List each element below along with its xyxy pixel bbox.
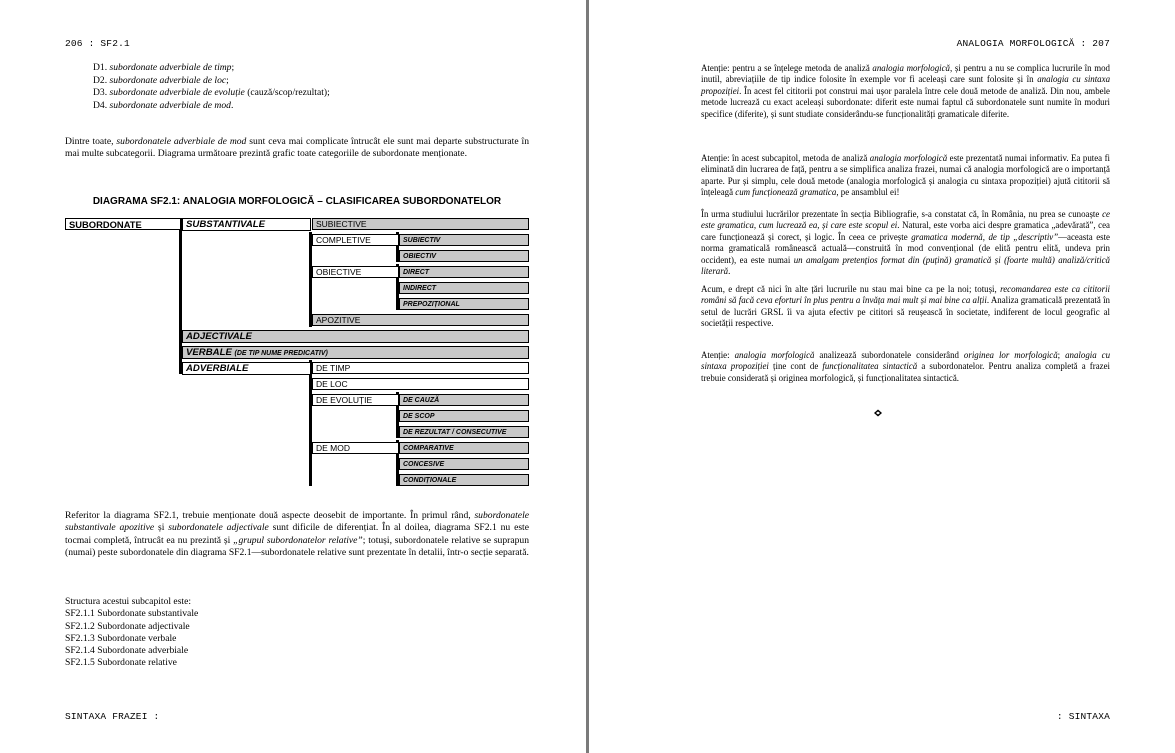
diagram-node-mod-comparative: COMPARATIVE xyxy=(399,442,529,454)
diagram-node-subordonate: SUBORDONATE xyxy=(65,218,181,230)
diagram-node-obiective: OBIECTIVE xyxy=(312,266,399,278)
diagram-node-adjectivale: ADJECTIVALE xyxy=(182,330,529,343)
text-run: Atenție: xyxy=(701,350,735,360)
text-run: , și pentru a nu se complica lucrurile în mod inutil, abreviațiile de tip indice folosite în exemple vor fi aceleași care sunt folosite și în xyxy=(701,63,1110,85)
diagram-node-ev-cauza: DE CAUZĂ xyxy=(399,394,529,406)
text-run: ; xyxy=(1057,350,1066,360)
list-item: SF2.1.1 Subordonate substantivale xyxy=(65,608,199,620)
list-item: D1. subordonate adverbiale de timp; xyxy=(93,62,235,73)
diagram-branch-line xyxy=(309,232,312,327)
diagram-node-de-mod: DE MOD xyxy=(312,442,399,454)
diagram-title: DIAGRAMA SF2.1: ANALOGIA MORFOLOGICĂ – CLASIFICAREA SUBORDONATELOR xyxy=(92,196,502,207)
emphasis-text: analogia cu sintaxa propoziției xyxy=(701,350,1111,372)
right-page-header: ANALOGIA MORFOLOGICĂ : 207 xyxy=(956,38,1110,49)
intro-paragraph: Dintre toate, subordonatele adverbiale de mod sunt ceva mai complicate întrucât ele sunt mai departe substructurate în mai multe subcategorii. Diagrama următoare prezintă grafic toate categoriile de subordonate menționate. xyxy=(65,136,529,160)
text-run: . În acest fel cititorii pot construi mai ușor paralela între cele două metode de analiză. Din nou, ambele metode lucrează cu exact aceleași subordonate: diferit este numai faptul că subordonatele sunt numite în moduri specifice (diferite), și sunt studiate considerându-se funcționalități gramaticale diferite. xyxy=(701,85,1110,119)
emphasis-text: funcționalitatea sintactică xyxy=(822,361,918,372)
list-item: D4. subordonate adverbiale de mod. xyxy=(93,99,234,111)
emphasis-text: originea lor morfologică xyxy=(963,350,1058,360)
left-page-header: 206 : SF2.1 xyxy=(65,38,130,49)
emphasis-text: analogia morfologică xyxy=(872,63,950,73)
text-run: Atenție: în acest subcapitol, metoda de analiză xyxy=(701,153,870,163)
left-page xyxy=(0,0,586,753)
body-paragraph xyxy=(701,284,1110,330)
text-run: a subordonatelor. Pentru analiza completă a frazei trebuie considerată și originea morfologică, și funcționalitatea sintactică. xyxy=(701,361,1110,383)
diagram-node-de-loc: DE LOC xyxy=(312,378,529,390)
structure-title: Structura acestui subcapitol este: xyxy=(65,596,192,607)
text-run: . Natural, este vorba aici despre gramatica „adevărată”, cea care funcționează și corect, și logic. În ceea ce privește xyxy=(701,220,1110,242)
emphasis-text: analogia morfologică xyxy=(734,350,815,360)
text-run: —aceasta este norma gramaticală românească actuală—construită în mod convențional (de elită pentru elită, undeva prin occident), ea este numai xyxy=(701,231,1110,265)
list-item: SF2.1.2 Subordonate adjectivale xyxy=(65,620,190,632)
emphasis-text: cum funcționează gramatica xyxy=(735,187,837,198)
diagram-node-obj-indirect: INDIRECT xyxy=(399,282,529,294)
diagram-node-comp-subiectiv: SUBIECTIV xyxy=(399,234,529,246)
left-page-footer: SINTAXA FRAZEI : xyxy=(65,711,160,722)
list-item: D2. subordonate adverbiale de loc; xyxy=(93,74,229,86)
text-run: Referitor la diagrama SF2.1, trebuie menționate două aspecte deosebit de importante. În primul rând, xyxy=(65,510,475,521)
diagram-node-verbale: VERBALE (DE TIP NUME PREDICATIV) xyxy=(182,346,529,359)
text-run: ține cont de xyxy=(768,361,823,372)
emphasis-text: gramatica modernă, de tip „descriptiv” xyxy=(911,231,1059,242)
emphasis-text: un amalgam pretențios format din (puțină) gramatică și (foarte multă) analiză/critică literară xyxy=(701,254,1110,277)
text-run: . Analiza gramaticală prezentată în setul de lucrări GRSL îi va ajuta efectiv pe cititori să reușească în societate, indiferent de locul geografic al societății respective. xyxy=(701,295,1110,329)
list-item: D3. subordonate adverbiale de evoluție (cauză/scop/rezultat); xyxy=(93,87,330,99)
text-run: este prezentată numai informativ. Ea putea fi eliminată din lucrarea de față, pentru a se simplifica analiza frazei, numai că analogia morfologică are o importanță aparte. Pur și simplu, cele două metode (analogia morfologică și analogia cu sintaxa propoziției) ajută cititorii să înțeleagă xyxy=(701,153,1110,198)
diagram-node-completive: COMPLETIVE xyxy=(312,234,399,246)
emphasis-text: analogia morfologică xyxy=(869,153,948,163)
emphasis-text: ce este gramatica, cum lucrează ea, și care este scopul ei xyxy=(701,209,1110,231)
diagram-node-ev-rezultat: DE REZULTAT / CONSECUTIVE xyxy=(399,426,529,438)
diagram-node-mod-concesive: CONCESIVE xyxy=(399,458,529,470)
text-run: sunt dificile de diferențiat. În al doilea, diagrama SF2.1 nu este tocmai completă, întrucât ea nu prezintă și xyxy=(65,522,529,546)
right-page xyxy=(589,0,1175,753)
diagram-node-comp-obiectiv: OBIECTIV xyxy=(399,250,529,262)
text-run: Atenție: pentru a se înțelege metoda de analiză xyxy=(701,63,873,73)
structure-section xyxy=(65,596,198,670)
text-run: analizează subordonatele considerând xyxy=(814,350,964,360)
note-paragraph xyxy=(701,350,1110,384)
diagram-node-subiective: SUBIECTIVE xyxy=(312,218,529,230)
list-item: SF2.1.5 Subordonate relative xyxy=(65,657,177,669)
diagram-node-mod-conditionale: CONDIȚIONALE xyxy=(399,474,529,486)
text-run: ; totuși, subordonatele relative se suprapun (numai) peste subordonatele din diagrama SF2.1—subordonatele relative sunt prezentate în detalii, într-o secție separată. xyxy=(65,534,529,559)
diagram-node-obj-direct: DIRECT xyxy=(399,266,529,278)
emphasis-text: recomandarea este ca cititorii români să facă ceva eforturi în plus pentru a învăța mai mult și mai bine ca alții xyxy=(701,284,1110,306)
diagram-node-de-evolutie: DE EVOLUȚIE xyxy=(312,394,399,406)
emphasis-text: „grupul subordonatelor relative” xyxy=(233,534,363,546)
text-run: și xyxy=(154,522,169,534)
section-end-ornament-icon xyxy=(873,409,883,417)
text-run: În urma studiului lucrărilor prezentate în secția Bibliografie, s-a constatat că, în România, nu prea se cunoaște xyxy=(701,209,1103,219)
right-page-footer: : SINTAXA xyxy=(1056,711,1110,722)
list-item: SF2.1.3 Subordonate verbale xyxy=(65,632,177,644)
note-paragraph xyxy=(701,63,1110,120)
body-paragraph xyxy=(701,209,1110,277)
diagram-notes-paragraph xyxy=(65,510,529,560)
list-item: SF2.1.4 Subordonate adverbiale xyxy=(65,645,189,657)
diagram-node-ev-scop: DE SCOP xyxy=(399,410,529,422)
note-paragraph xyxy=(701,153,1110,199)
emphasis-text: subordonatele adjectivale xyxy=(168,522,269,534)
text-run: , pe ansamblul ei! xyxy=(836,187,900,198)
emphasis-text: analogia cu sintaxa propoziției xyxy=(701,74,1111,96)
diagram-node-obj-prepozitional: PREPOZIȚIONAL xyxy=(399,298,529,310)
diagram-node-adverbiale: ADVERBIALE xyxy=(182,362,311,375)
diagram-node-apozitive: APOZITIVE xyxy=(312,314,529,326)
emphasis-text: subordonatele substantivale apozitive xyxy=(65,510,529,534)
diagram-node-substantivale: SUBSTANTIVALE xyxy=(182,218,311,231)
text-run: Acum, e drept că nici în alte țări lucrurile nu stau mai bine ca pe la noi; totuși, xyxy=(701,284,1001,294)
text-run: . xyxy=(728,266,731,277)
verbale-note: (DE TIP NUME PREDICATIV) xyxy=(234,350,328,357)
diagram-node-de-timp: DE TIMP xyxy=(312,362,529,374)
